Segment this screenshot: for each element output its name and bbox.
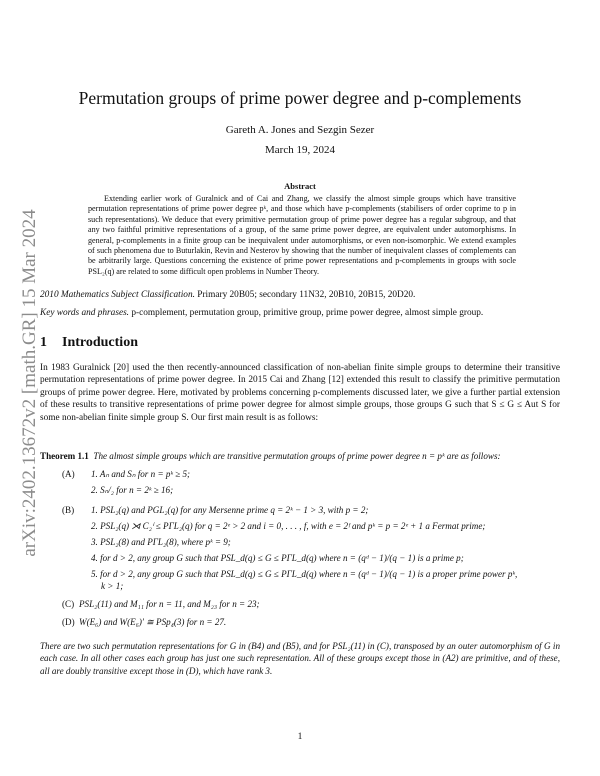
intro-paragraph: In 1983 Guralnick [20] used the then recently-announced classification of non-abelian finite simple groups to determine their transitive permutation representations of prime power degree. In 2015 Cai and Zhang [12] extended this result to classify the primitive permutation groups of prime power degree. Here, motivated by problems concerning p-complements discussed later, we give a further partial extension of these results to transitive representations of prime power degree for almost simple groups, those groups G such that S ≤ G ≤ Aut S for some non-abelian finite simple group S. Our first main result is as follows: <box>40 363 560 423</box>
case-item: 1. Aₙ and Sₙ for n = pᵏ ≥ 5; <box>91 469 191 479</box>
page-number: 1 <box>297 732 303 742</box>
case-item: 2. PSL₂(q) ⋊ C₂ⁱ ≤ PΓL₂(q) for q = 2ᵉ > 2 and i = 0, . . . , f, with e = 2ᶠ and pᵏ = p = 2ᵉ + 1 a Fermat prime; <box>91 521 486 531</box>
date: March 19, 2024 <box>265 144 335 156</box>
paper-title: Permutation groups of prime power degree and p-complements <box>78 88 522 108</box>
section-number: 1 <box>40 335 47 350</box>
keywords-text: p-complement, permutation group, primitive group, prime power degree, almost simple group. <box>129 308 484 318</box>
authors: Gareth A. Jones and Sezgin Sezer <box>225 124 375 136</box>
theorem-label: Theorem 1.1 <box>40 451 89 461</box>
case-label-d: (D) <box>62 617 75 627</box>
case-item: PSL₂(11) and M₁₁ for n = 11, and M₂₃ for n = 23; <box>79 599 260 609</box>
case-item: 5. for d > 2, any group G such that PSL_d(q) ≤ G ≤ PΓL_d(q) where n = (qᵈ − 1)/(q − 1) is a proper prime power pᵏ, <box>91 569 518 579</box>
case-item: W(E₆) and W(E₆)′ ≅ PSp₄(3) for n = 27. <box>79 617 227 627</box>
keywords-label: Key words and phrases. <box>40 308 130 318</box>
abstract-heading: Abstract <box>284 181 316 191</box>
theorem-statement <box>40 451 560 461</box>
section-heading <box>40 335 138 351</box>
msc-classification <box>40 290 560 300</box>
arxiv-identifier[interactable]: arXiv:2402.13672v2 [math.GR] 15 Mar 2024 <box>19 209 40 557</box>
case-item: 2. Sₙ/₂ for n = 2ᵏ ≥ 16; <box>91 485 174 495</box>
case-item: 3. PSL₂(8) and PΓL₂(8), where pᵏ = 9; <box>91 537 231 547</box>
msc-label: 2010 Mathematics Subject Classification. <box>40 290 195 300</box>
case-label-b: (B) <box>62 505 75 515</box>
section-title: Introduction <box>62 335 138 350</box>
case-item: k > 1; <box>101 581 124 591</box>
case-item: 4. for d > 2, any group G such that PSL_d(q) ≤ G ≤ PΓL_d(q) where n = (qᵈ − 1)/(q − 1) is a prime p; <box>91 553 464 563</box>
theorem-remark: There are two such permutation representations for G in (B4) and (B5), and for PSL₂(11) in (C), transposed by an outer automorphism of G in each case. In all other cases each group has just one such representation. All of these groups except those in (A2) are primitive, and of these, all are doubly transitive except those in (D), which have rank 3. <box>40 641 560 676</box>
msc-text: Primary 20B05; secondary 11N32, 20B10, 20B15, 20D20. <box>194 290 416 300</box>
case-label-a: (A) <box>62 469 75 479</box>
case-item: 1. PSL₂(q) and PGL₂(q) for any Mersenne prime q = 2ᵏ − 1 > 3, with p = 2; <box>91 505 369 515</box>
keywords <box>40 308 560 318</box>
abstract-text: Extending earlier work of Guralnick and of Cai and Zhang, we classify the almost simple groups which have transitive permutation representations of prime power degree pᵏ, and those which have p-complements (stabilisers of order coprime to p in such representations). We deduce that every primitive permutation group of prime power degree has a regular subgroup, and that any two faithful primitive representations of a group, of the same prime power degree, are equivalent under automorphisms. In general, p-complements in a finite group can be inequivalent under automorphisms, or even non-isomorphic. We extend examples of such phenomena due to Buturlakin, Revin and Nesterov by showing that the number of inequivalent classes of complements can be arbitrarily large. Questions concerning the existence of prime power representations and p-complements in groups with socle PSL₂(q) are related to some difficult open problems in Number Theory. <box>88 194 516 276</box>
case-label-c: (C) <box>62 599 75 609</box>
theorem-text: The almost simple groups which are transitive permutation groups of prime power degree n = pᵏ are as follows: <box>93 451 501 461</box>
